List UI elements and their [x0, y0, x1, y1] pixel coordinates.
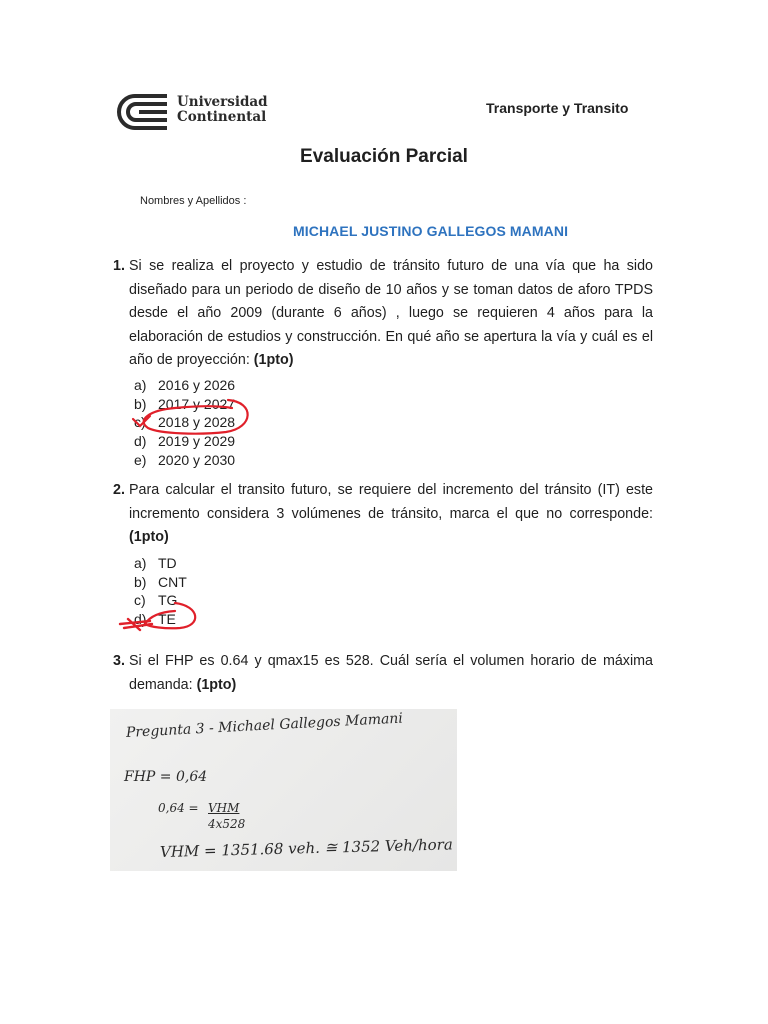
handwritten-numerator: VHM [208, 801, 240, 815]
option-c [134, 591, 187, 610]
logo-text [177, 95, 268, 125]
option-label: a) [134, 555, 147, 571]
page-title: Evaluación Parcial [300, 146, 468, 167]
option-b [134, 573, 187, 592]
option-label: d) [134, 611, 147, 628]
option-label: a) [134, 377, 147, 393]
question-body: Si el FHP es 0.64 y qmax15 es 528. Cuál sería el volumen horario de máxima demanda: [129, 653, 653, 693]
course-name: Transporte y Transito [486, 100, 629, 116]
names-label: Nombres y Apellidos : [140, 195, 247, 207]
option-text: TD [158, 555, 177, 571]
question-number: 2. [113, 482, 125, 498]
question-number: 1. [113, 258, 125, 274]
option-label: c) [134, 592, 146, 609]
question-3 [113, 650, 653, 697]
question-points: (1pto) [129, 529, 169, 545]
question-points: (1pto) [253, 352, 294, 368]
handwritten-fhp: FHP = 0,64 [124, 769, 208, 785]
student-name: MICHAEL JUSTINO GALLEGOS MAMANI [293, 223, 569, 239]
logo-line-1: Universidad [177, 94, 268, 110]
question-2 [113, 479, 653, 550]
handwritten-answer-photo [110, 709, 457, 871]
option-d [134, 610, 187, 629]
option-text: TE [158, 611, 176, 628]
question-points: (1pto) [196, 676, 237, 693]
handwritten-equation-left: 0,64 = [158, 801, 199, 815]
handwritten-heading: Pregunta 3 - Michael Gallegos Mamani [125, 710, 404, 741]
logo-line-2: Continental [177, 109, 267, 125]
question-text [129, 479, 653, 550]
option-a [134, 376, 235, 395]
question-text [129, 650, 653, 697]
option-text: TG [158, 592, 178, 609]
question-text [129, 255, 653, 373]
option-c [134, 413, 235, 432]
handwritten-result: VHM = 1351.68 veh. ≅ 1352 Veh/hora [159, 835, 453, 861]
option-text: 2016 y 2026 [158, 377, 236, 393]
option-e [134, 451, 235, 470]
handwritten-denominator: 4x528 [208, 817, 246, 831]
option-label: b) [134, 395, 147, 412]
option-b [134, 395, 235, 414]
question-2-options [134, 554, 187, 629]
option-text: 2018 y 2028 [158, 414, 236, 431]
option-text: CNT [158, 573, 187, 590]
option-text: 2019 y 2029 [158, 433, 236, 450]
question-body: Si se realiza el proyecto y estudio de tránsito futuro de una vía que ha sido diseñado para un periodo de diseño de 10 años y se toman datos de aforo TPDS desde el año 2009 (durante 6 años) , luego se requieren 4 años para la elaboración de estudios y construcción. En qué año se apertura la vía y cuál es el año de proyección: [129, 258, 653, 368]
logo-mark-icon [115, 92, 171, 132]
option-label: e) [134, 451, 147, 468]
option-label: c) [134, 414, 146, 431]
question-number: 3. [113, 653, 125, 669]
option-label: b) [134, 573, 147, 590]
question-body: Para calcular el transito futuro, se requiere del incremento del tránsito (IT) este incremento considera 3 volúmenes de tránsito, marca el que no corresponde: [129, 482, 653, 522]
question-1-options [134, 376, 235, 470]
option-label: d) [134, 433, 147, 450]
option-d [134, 432, 235, 451]
question-1 [113, 255, 653, 373]
option-a [134, 554, 187, 573]
option-text: 2017 y 2027 [158, 395, 236, 412]
university-logo [115, 92, 285, 132]
option-text: 2020 y 2030 [158, 451, 236, 468]
